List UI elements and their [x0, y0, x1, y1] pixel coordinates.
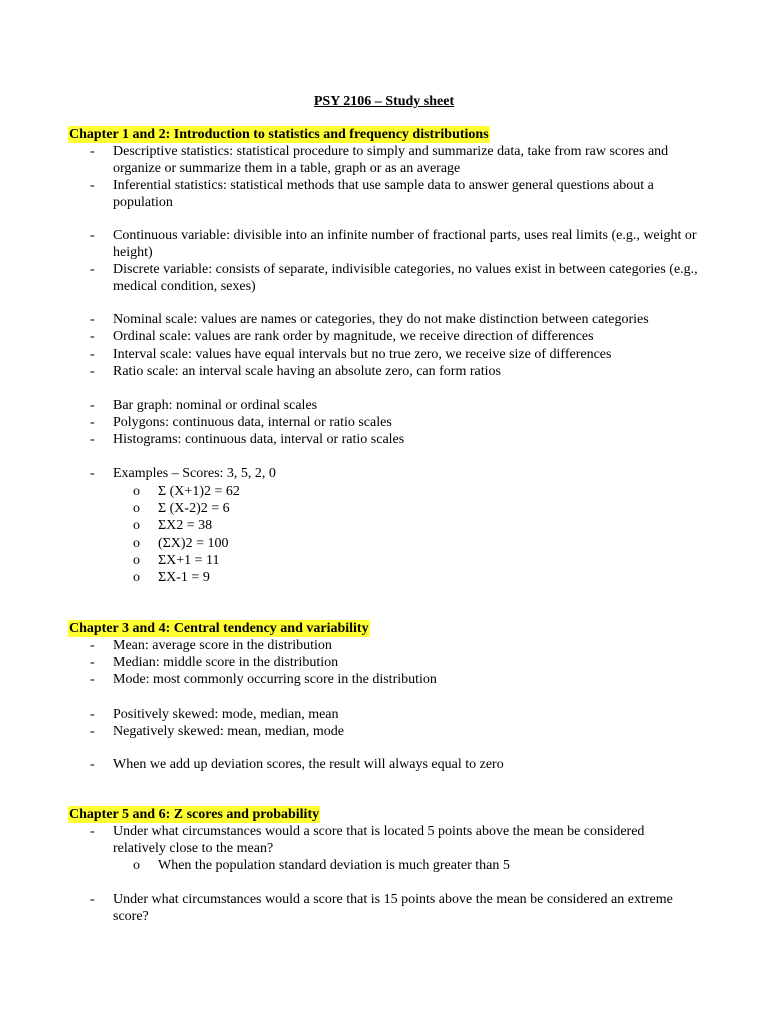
- dash-bullet: -: [90, 347, 95, 362]
- list-item: [90, 637, 700, 654]
- list-item: [90, 654, 700, 671]
- circle-bullet: o: [133, 536, 140, 551]
- circle-bullet: o: [133, 501, 140, 516]
- section-heading-ch3-4: Chapter 3 and 4: Central tendency and variability: [69, 621, 369, 636]
- dash-bullet: -: [90, 144, 95, 159]
- dash-bullet: -: [90, 707, 95, 722]
- sub-list-item: [133, 517, 693, 534]
- sub-list-item-text: ΣX-1 = 9: [158, 570, 210, 585]
- sub-list-item-text: ΣX2 = 38: [158, 518, 213, 533]
- list-item: [90, 756, 700, 773]
- list-item: [90, 311, 700, 328]
- section-heading-ch5-6: Chapter 5 and 6: Z scores and probability: [69, 807, 320, 822]
- list-item-text: Nominal scale: values are names or categories, they do not make distinction between categories: [113, 312, 649, 327]
- list-item-text: Mean: average score in the distribution: [113, 638, 332, 653]
- list-item-text: Ordinal scale: values are rank order by magnitude, we receive direction of differences: [113, 329, 594, 344]
- sub-list-item: [133, 552, 693, 569]
- list-item: [90, 723, 700, 740]
- list-item: [90, 363, 700, 380]
- dash-bullet: -: [90, 892, 95, 907]
- list-item-text: Median: middle score in the distribution: [113, 655, 339, 670]
- list-item-text: Ratio scale: an interval scale having an absolute zero, can form ratios: [113, 364, 501, 379]
- list-item: [90, 143, 700, 177]
- circle-bullet: o: [133, 518, 140, 533]
- list-item-text: Discrete variable: consists of separate, indivisible categories, no values exist in between categories (e.g., medical condition, sexes): [113, 262, 698, 294]
- list-item: [90, 823, 700, 857]
- list-item-text: Negatively skewed: mean, median, mode: [113, 724, 344, 739]
- list-item-text: Under what circumstances would a score that is located 5 points above the mean be considered relatively close to the mean?: [113, 824, 645, 856]
- sub-list-item-text: (ΣX)2 = 100: [158, 536, 229, 551]
- dash-bullet: -: [90, 364, 95, 379]
- dash-bullet: -: [90, 312, 95, 327]
- dash-bullet: -: [90, 432, 95, 447]
- dash-bullet: -: [90, 228, 95, 243]
- circle-bullet: o: [133, 858, 140, 873]
- list-item-text: Interval scale: values have equal intervals but no true zero, we receive size of differences: [113, 347, 612, 362]
- list-item: [90, 346, 700, 363]
- list-item-text: Bar graph: nominal or ordinal scales: [113, 398, 318, 413]
- dash-bullet: -: [90, 178, 95, 193]
- list-item: [90, 328, 700, 345]
- document-title: PSY 2106 – Study sheet: [313, 94, 455, 109]
- dash-bullet: -: [90, 398, 95, 413]
- circle-bullet: o: [133, 553, 140, 568]
- sub-list-item: [133, 500, 693, 517]
- sub-list-item: [133, 535, 693, 552]
- list-item-text: Descriptive statistics: statistical procedure to simply and summarize data, take from raw scores and organize or summarize them in a table, graph or as an average: [113, 144, 669, 176]
- circle-bullet: o: [133, 570, 140, 585]
- sub-list-item-text: When the population standard deviation is much greater than 5: [158, 858, 510, 873]
- circle-bullet: o: [133, 484, 140, 499]
- dash-bullet: -: [90, 672, 95, 687]
- list-item: [90, 706, 700, 723]
- dash-bullet: -: [90, 415, 95, 430]
- dash-bullet: -: [90, 466, 95, 481]
- dash-bullet: -: [90, 824, 95, 839]
- list-item: [90, 671, 700, 688]
- list-item: [90, 891, 700, 925]
- sub-list-item: [133, 483, 693, 500]
- list-item: [90, 465, 700, 482]
- list-item: [90, 414, 700, 431]
- list-item-text: Polygons: continuous data, internal or ratio scales: [113, 415, 392, 430]
- list-item-text: Continuous variable: divisible into an infinite number of fractional parts, uses real limits (e.g., weight or height): [113, 228, 697, 260]
- list-item: [90, 177, 700, 211]
- dash-bullet: -: [90, 655, 95, 670]
- list-item-text: Positively skewed: mode, median, mean: [113, 707, 339, 722]
- dash-bullet: -: [90, 757, 95, 772]
- list-item: [90, 227, 700, 261]
- list-item: [90, 431, 700, 448]
- list-item-text: Histograms: continuous data, interval or ratio scales: [113, 432, 405, 447]
- list-item-text: When we add up deviation scores, the result will always equal to zero: [113, 757, 504, 772]
- sub-list-item: [133, 857, 693, 874]
- list-item: [90, 261, 700, 295]
- list-item-text: Mode: most commonly occurring score in the distribution: [113, 672, 437, 687]
- dash-bullet: -: [90, 724, 95, 739]
- section-heading-ch1-2: Chapter 1 and 2: Introduction to statistics and frequency distributions: [69, 127, 489, 142]
- list-item-text: Under what circumstances would a score that is 15 points above the mean be considered an extreme score?: [113, 892, 673, 924]
- list-item-text: Examples – Scores: 3, 5, 2, 0: [113, 466, 276, 481]
- sub-list-item-text: Σ (X-2)2 = 6: [158, 501, 230, 516]
- sub-list-item-text: Σ (X+1)2 = 62: [158, 484, 240, 499]
- list-item: [90, 397, 700, 414]
- dash-bullet: -: [90, 262, 95, 277]
- sub-list-item-text: ΣX+1 = 11: [158, 553, 220, 568]
- dash-bullet: -: [90, 329, 95, 344]
- list-item-text: Inferential statistics: statistical methods that use sample data to answer general questions about a population: [113, 178, 654, 210]
- dash-bullet: -: [90, 638, 95, 653]
- sub-list-item: [133, 569, 693, 586]
